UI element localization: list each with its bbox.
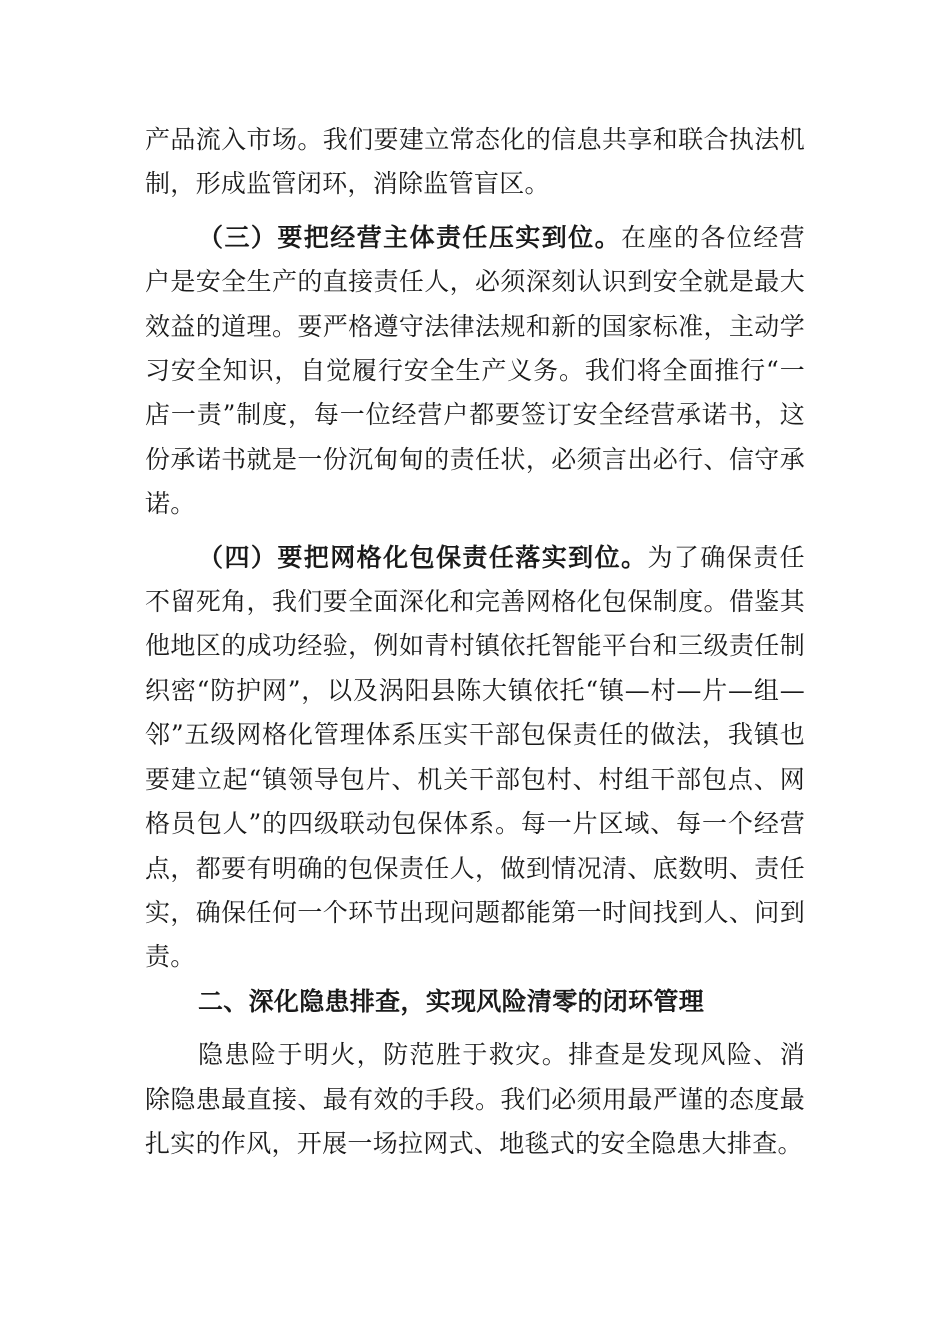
paragraph-continuation <box>145 118 805 207</box>
section-four-text: 为了确保责任不留死角，我们要全面深化和完善网格化包保制度。借鉴其他地区的成功经验，例如青村镇依托智能平台和三级责任制织密“防护网”，以及涡阳县陈大镇依托“镇—村—片—组—邻”五级网格化管理体系压实干部包保责任的做法，我镇也要建立起“镇领导包片、机关干部包村、村组干部包点、网格员包人”的四级联动包保体系。每一片区域、每一个经营点，都要有明确的包保责任人，做到情况清、底数明、责任实，确保任何一个环节出现问题都能第一时间找到人、问到责。 <box>145 542 805 972</box>
paragraph-section-three <box>145 216 805 527</box>
paragraph-text: 产品流入市场。我们要建立常态化的信息共享和联合执法机制，形成监管闭环，消除监管盲区。 <box>145 125 805 199</box>
heading-part-two: 二、深化隐患排查，实现风险清零的闭环管理 <box>198 986 705 1016</box>
paragraph-section-four <box>145 536 805 980</box>
section-three-text: 在座的各位经营户是安全生产的直接责任人，必须深刻认识到安全就是最大效益的道理。要严格遵守法律法规和新的国家标准，主动学习安全知识，自觉履行安全生产义务。我们将全面推行“一店一责”制度，每一位经营户都要签订安全经营承诺书，这份承诺书就是一份沉甸甸的责任状，必须言出必行、信守承诺。 <box>145 222 805 519</box>
paragraph-hazard-intro <box>145 1033 805 1166</box>
document-page <box>145 118 805 1166</box>
hazard-intro-text: 隐患险于明火，防范胜于救灾。排查是发现风险、消除隐患最直接、最有效的手段。我们必须用最严谨的态度最扎实的作风，开展一场拉网式、地毯式的安全隐患大排查。 <box>145 1040 805 1158</box>
section-three-lead: （三）要把经营主体责任压实到位。 <box>198 222 622 252</box>
section-four-lead: （四）要把网格化包保责任落实到位。 <box>198 542 648 572</box>
